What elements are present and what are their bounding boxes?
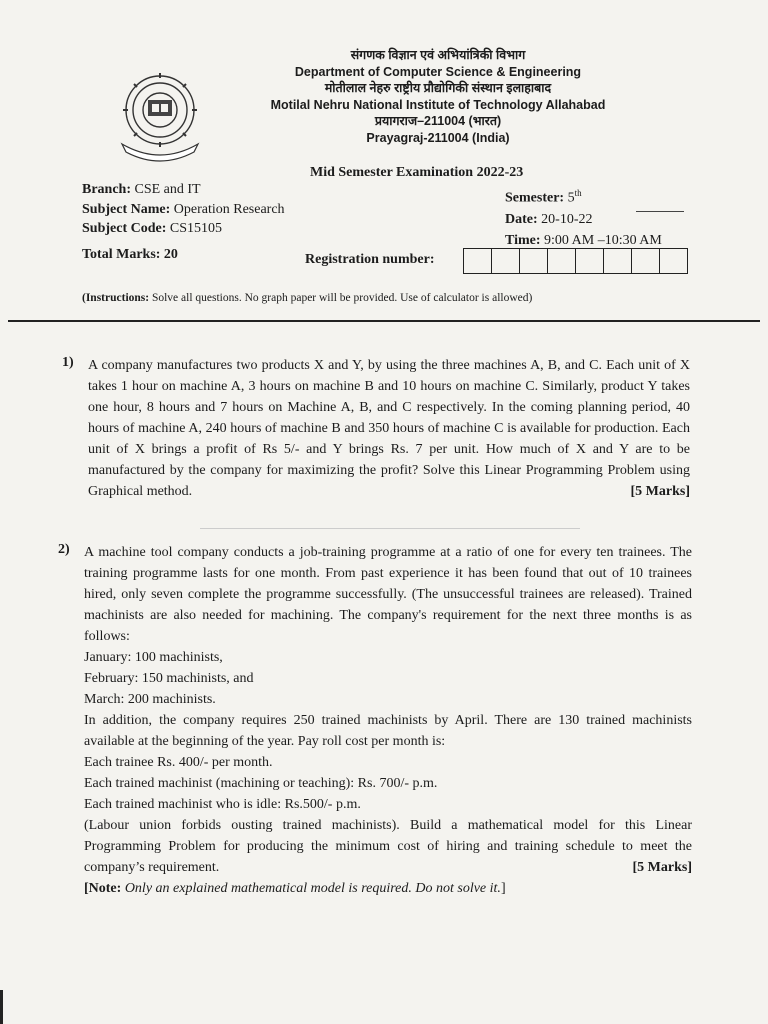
date-value: 20-10-22 [541, 211, 593, 227]
hindi-city: प्रयागराज–211004 (भारत) [374, 114, 502, 128]
question-1-marks: [5 Marks] [630, 484, 690, 499]
instructions [82, 292, 532, 304]
faint-divider [200, 528, 580, 529]
registration-digit-box [660, 249, 687, 273]
branch-value: CSE and IT [134, 182, 201, 197]
requirement-february: February: 150 machinists, and [84, 671, 254, 686]
note-text: Only an explained mathematical model is required. Do not solve it. [124, 881, 501, 896]
instructions-text: Solve all questions. No graph paper will be provided. Use of calculator is allowed) [151, 292, 533, 304]
question-1-number: 1) [62, 355, 74, 370]
branch-line [82, 180, 285, 200]
hindi-institute: मोतीलाल नेहरु राष्ट्रीय प्रौद्योगिकी संस्थान इलाहाबाद [324, 81, 552, 95]
cost-trained-machinist: Each trained machinist (machining or teaching): Rs. 700/- p.m. [84, 776, 438, 791]
requirement-january: January: 100 machinists, [84, 650, 223, 665]
semester-line [505, 183, 662, 209]
note-close: ] [500, 881, 506, 896]
total-marks: Total Marks: 20 [82, 247, 178, 262]
subject-name-label: Subject Name: [82, 201, 171, 217]
semester-suffix: th [574, 188, 582, 198]
city: Prayagraj-211004 (India) [366, 130, 510, 145]
branch-label: Branch: [82, 182, 131, 197]
registration-digit-box [492, 249, 520, 273]
institute-logo [112, 70, 208, 162]
registration-digit-box [548, 249, 576, 273]
registration-digit-box [464, 249, 492, 273]
question-2-intro: A machine tool company conducts a job-training programme at a ratio of one for every ten trainees. The training programme lasts for one month. From past experience it has been found that out of 10 trainees hired, only seven complete the programme successfully. (The unsuccessful trainees are released). Trained machinists are also needed for machining. The company's requirement for the next three months is as follows: [84, 545, 692, 644]
registration-digit-box [604, 249, 632, 273]
hindi-department: संगणक विज्ञान एवं अभियांत्रिकी विभाग [350, 48, 526, 62]
semester-value: 5 [567, 190, 575, 206]
subject-name-line [82, 200, 285, 220]
subject-name-value: Operation Research [173, 201, 285, 217]
question-2-paragraph-3 [84, 815, 692, 878]
divider [8, 320, 760, 322]
registration-digit-box [520, 249, 548, 273]
cost-idle-machinist: Each trained machinist who is idle: Rs.500/- p.m. [84, 797, 361, 812]
exam-info-left [82, 180, 285, 239]
question-2-note [84, 878, 692, 899]
pen-mark [636, 211, 684, 212]
semester-label: Semester: [505, 190, 565, 206]
question-2-marks: [5 Marks] [632, 860, 692, 875]
note-label: [Note: [84, 881, 122, 896]
question-1 [88, 355, 690, 502]
exam-title: Mid Semester Examination 2022-23 [310, 165, 524, 180]
question-2-paragraph-3-text: (Labour union forbids ousting trained machinists). Build a mathematical model for this Linear Programming Problem for producing the minimum cost of hiring and training schedule to meet the company’s requirement. [84, 818, 692, 875]
cost-trainee: Each trainee Rs. 400/- per month. [84, 755, 273, 770]
date-label: Date: [505, 211, 538, 227]
page-edge-shadow [0, 990, 3, 1024]
question-2 [84, 542, 692, 899]
question-2-paragraph-2: In addition, the company requires 250 trained machinists by April. There are 130 trained machinists available at the beginning of the year. Pay roll cost per month is: [84, 713, 692, 749]
time-label: Time: [505, 232, 541, 248]
subject-code-value: CS15105 [169, 221, 223, 236]
question-2-number: 2) [58, 542, 70, 557]
time-value: 9:00 AM –10:30 AM [544, 232, 662, 248]
registration-digit-box [576, 249, 604, 273]
requirement-march: March: 200 machinists. [84, 692, 216, 707]
department-name: Department of Computer Science & Engineering [294, 64, 582, 79]
registration-digit-box [632, 249, 660, 273]
subject-code-line [82, 219, 285, 239]
question-1-text: A company manufactures two products X and Y, by using the three machines A, B, and C. Each unit of X takes 1 hour on machine A, 3 hours on machine B and 10 hours on machine C. Similarly, product Y takes one hour, 8 hours and 7 hours on Machine A, B, and C respectively. In the coming planning period, 40 hours of machine A, 240 hours of machine B and 350 hours of machine C is available for production. Each unit of X brings a profit of Rs 5/- and Y brings Rs. 7 per unit. How much of X and Y are to be manufactured by the company for maximizing the profit? Solve this Linear Programming Problem using Graphical method. [88, 358, 690, 499]
registration-number-boxes [463, 248, 688, 274]
institute-name: Motilal Nehru National Institute of Technology Allahabad [270, 97, 606, 112]
instructions-label: (Instructions: [82, 292, 150, 304]
institute-header [268, 47, 608, 146]
exam-info-right [505, 183, 662, 251]
subject-code-label: Subject Code: [82, 221, 167, 236]
registration-label: Registration number: [305, 252, 435, 267]
